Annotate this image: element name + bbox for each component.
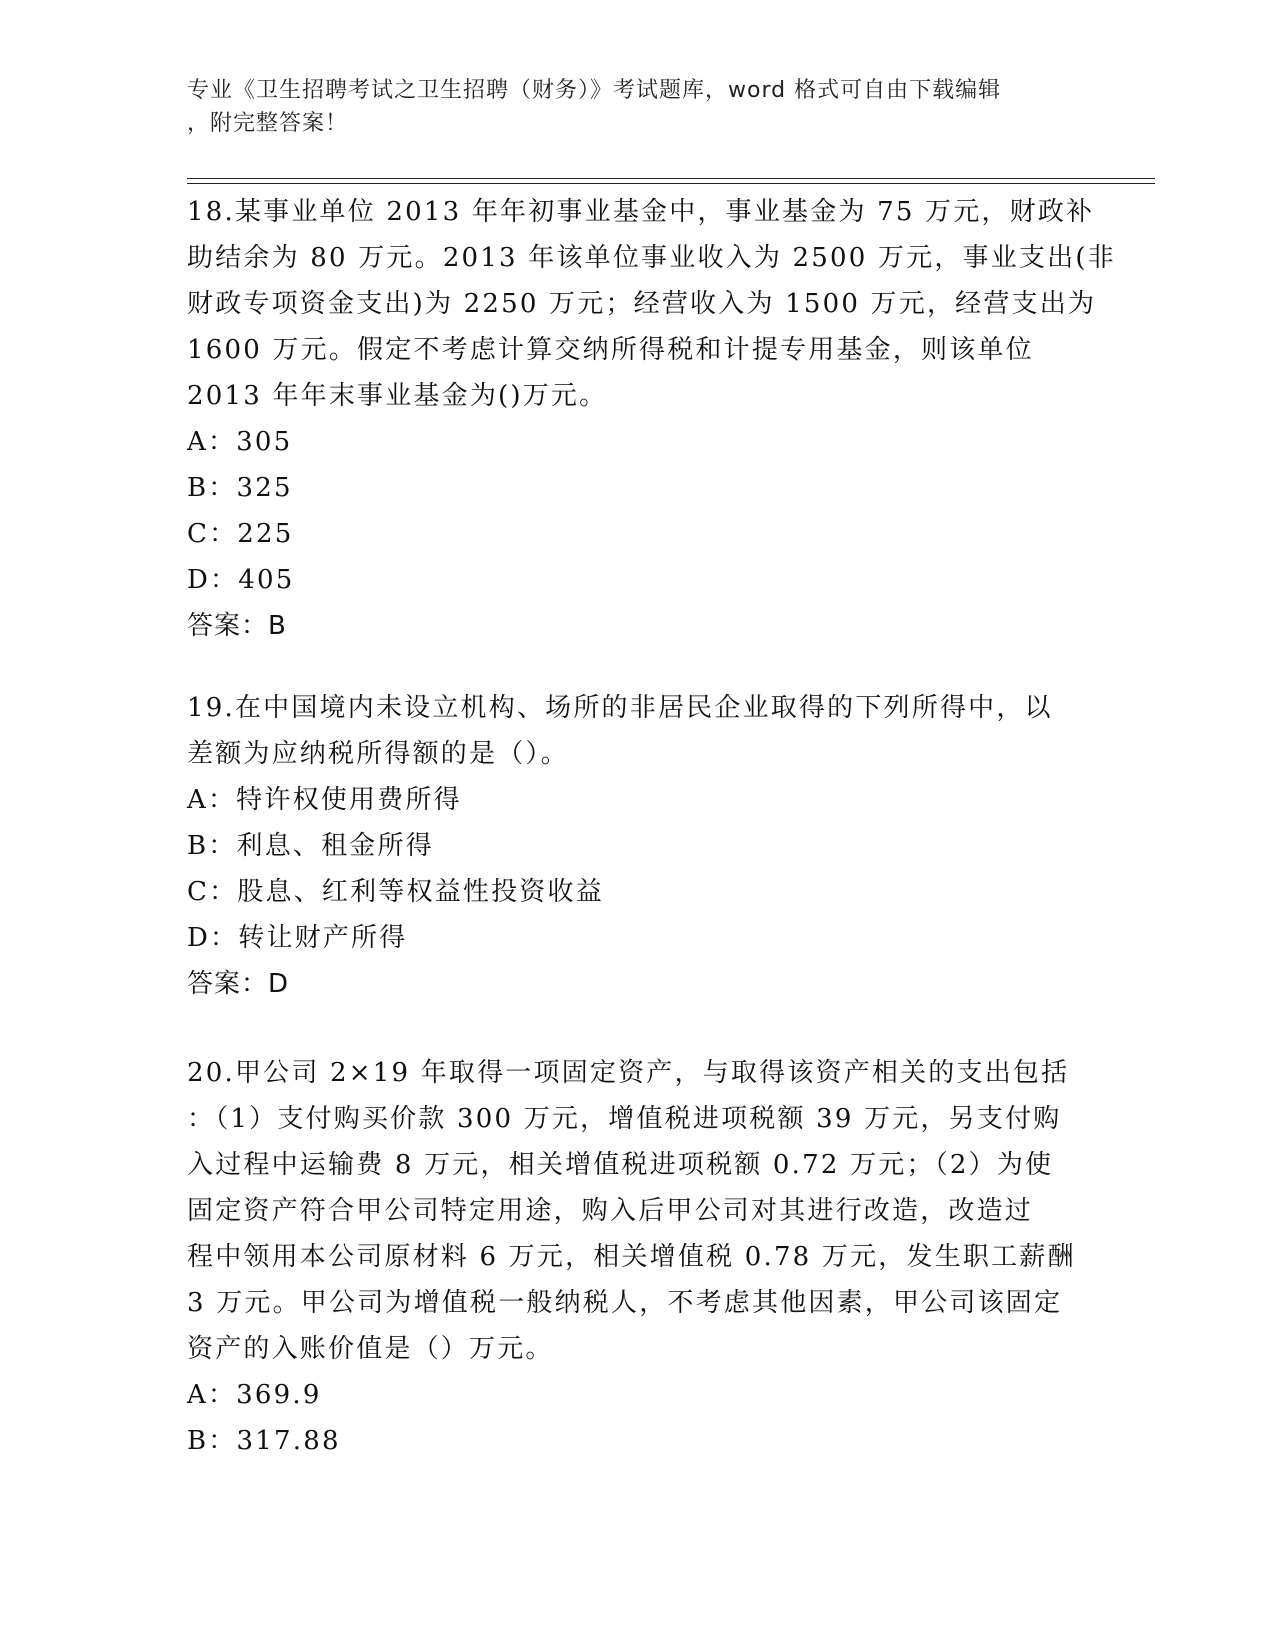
- question-stem-line: ：（1）支付购买价款 300 万元，增值税进项税额 39 万元，另支付购: [187, 1104, 1062, 1134]
- option-a: A：特许权使用费所得: [187, 785, 462, 815]
- question-stem-line: 1600 万元。假定不考虑计算交纳所得税和计提专用基金，则该单位: [187, 335, 1034, 365]
- option-d: D：转让财产所得: [187, 923, 408, 953]
- option-c: C：225: [187, 519, 294, 549]
- option-b: B：利息、租金所得: [187, 831, 434, 861]
- question-19: [187, 685, 1087, 1007]
- question-stem-line: 财政专项资金支出)为 2250 万元；经营收入为 1500 万元，经营支出为: [187, 289, 1097, 319]
- option-a: A：369.9: [187, 1380, 322, 1410]
- question-20: [187, 1050, 1087, 1464]
- question-stem-line: 固定资产符合甲公司特定用途，购入后甲公司对其进行改造，改造过: [187, 1196, 1034, 1226]
- option-a: A：305: [187, 427, 293, 457]
- question-stem-line: 2013 年年末事业基金为()万元。: [187, 381, 608, 411]
- question-stem-line: 入过程中运输费 8 万元，相关增值税进项税额 0.72 万元；（2）为使: [187, 1150, 1054, 1180]
- question-stem-line: 20.甲公司 2×19 年取得一项固定资产，与取得该资产相关的支出包括: [187, 1058, 1070, 1088]
- question-stem-line: 资产的入账价值是（）万元。: [187, 1334, 554, 1364]
- page-header: [187, 74, 1067, 140]
- question-18: [187, 189, 1116, 649]
- option-c: C：股息、红利等权益性投资收益: [187, 877, 604, 907]
- question-stem-line: 助结余为 80 万元。2013 年该单位事业收入为 2500 万元，事业支出(非: [187, 243, 1116, 273]
- question-stem-line: 19.在中国境内未设立机构、场所的非居民企业取得的下列所得中，以: [187, 693, 1053, 723]
- option-b: B：325: [187, 473, 293, 503]
- header-line-2: ，附完整答案！: [187, 111, 349, 136]
- question-stem-line: 3 万元。甲公司为增值税一般纳税人，不考虑其他因素，甲公司该固定: [187, 1288, 1063, 1318]
- answer: 答案：B: [187, 611, 287, 641]
- header-line-1: 专业《卫生招聘考试之卫生招聘（财务）》考试题库，word 格式可自由下载编辑: [187, 78, 1002, 103]
- header-divider-top: [187, 178, 1155, 179]
- answer: 答案：D: [187, 969, 290, 999]
- option-b: B：317.88: [187, 1426, 341, 1456]
- question-stem-line: 18.某事业单位 2013 年年初事业基金中，事业基金为 75 万元，财政补: [187, 197, 1095, 227]
- question-stem-line: 程中领用本公司原材料 6 万元，相关增值税 0.78 万元，发生职工薪酬: [187, 1242, 1076, 1272]
- question-stem-line: 差额为应纳税所得额的是（）。: [187, 739, 569, 769]
- option-d: D：405: [187, 565, 295, 595]
- header-divider-bottom: [187, 183, 1155, 184]
